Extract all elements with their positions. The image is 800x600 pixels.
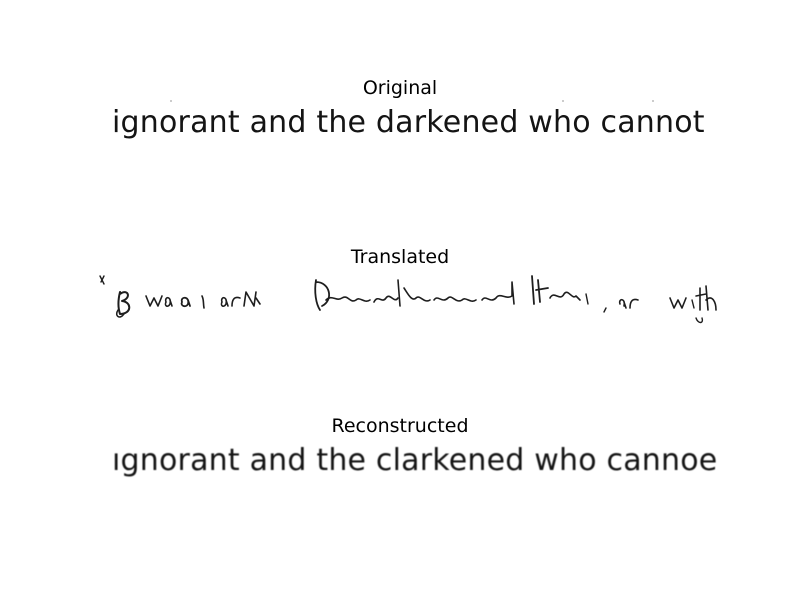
handwriting-strokes xyxy=(98,270,724,330)
reconstructed-image xyxy=(100,438,718,484)
translated-title: Translated xyxy=(350,246,450,268)
translated-handwriting-image xyxy=(98,270,724,330)
original-image xyxy=(100,100,722,146)
reconstructed-title: Reconstructed xyxy=(331,415,469,437)
original-text: ignorant and the darkened who cannot xyxy=(112,105,705,140)
reconstructed-text: ıgnorant and the clarkened who cannoe xyxy=(112,443,718,478)
original-title: Original xyxy=(362,77,438,99)
